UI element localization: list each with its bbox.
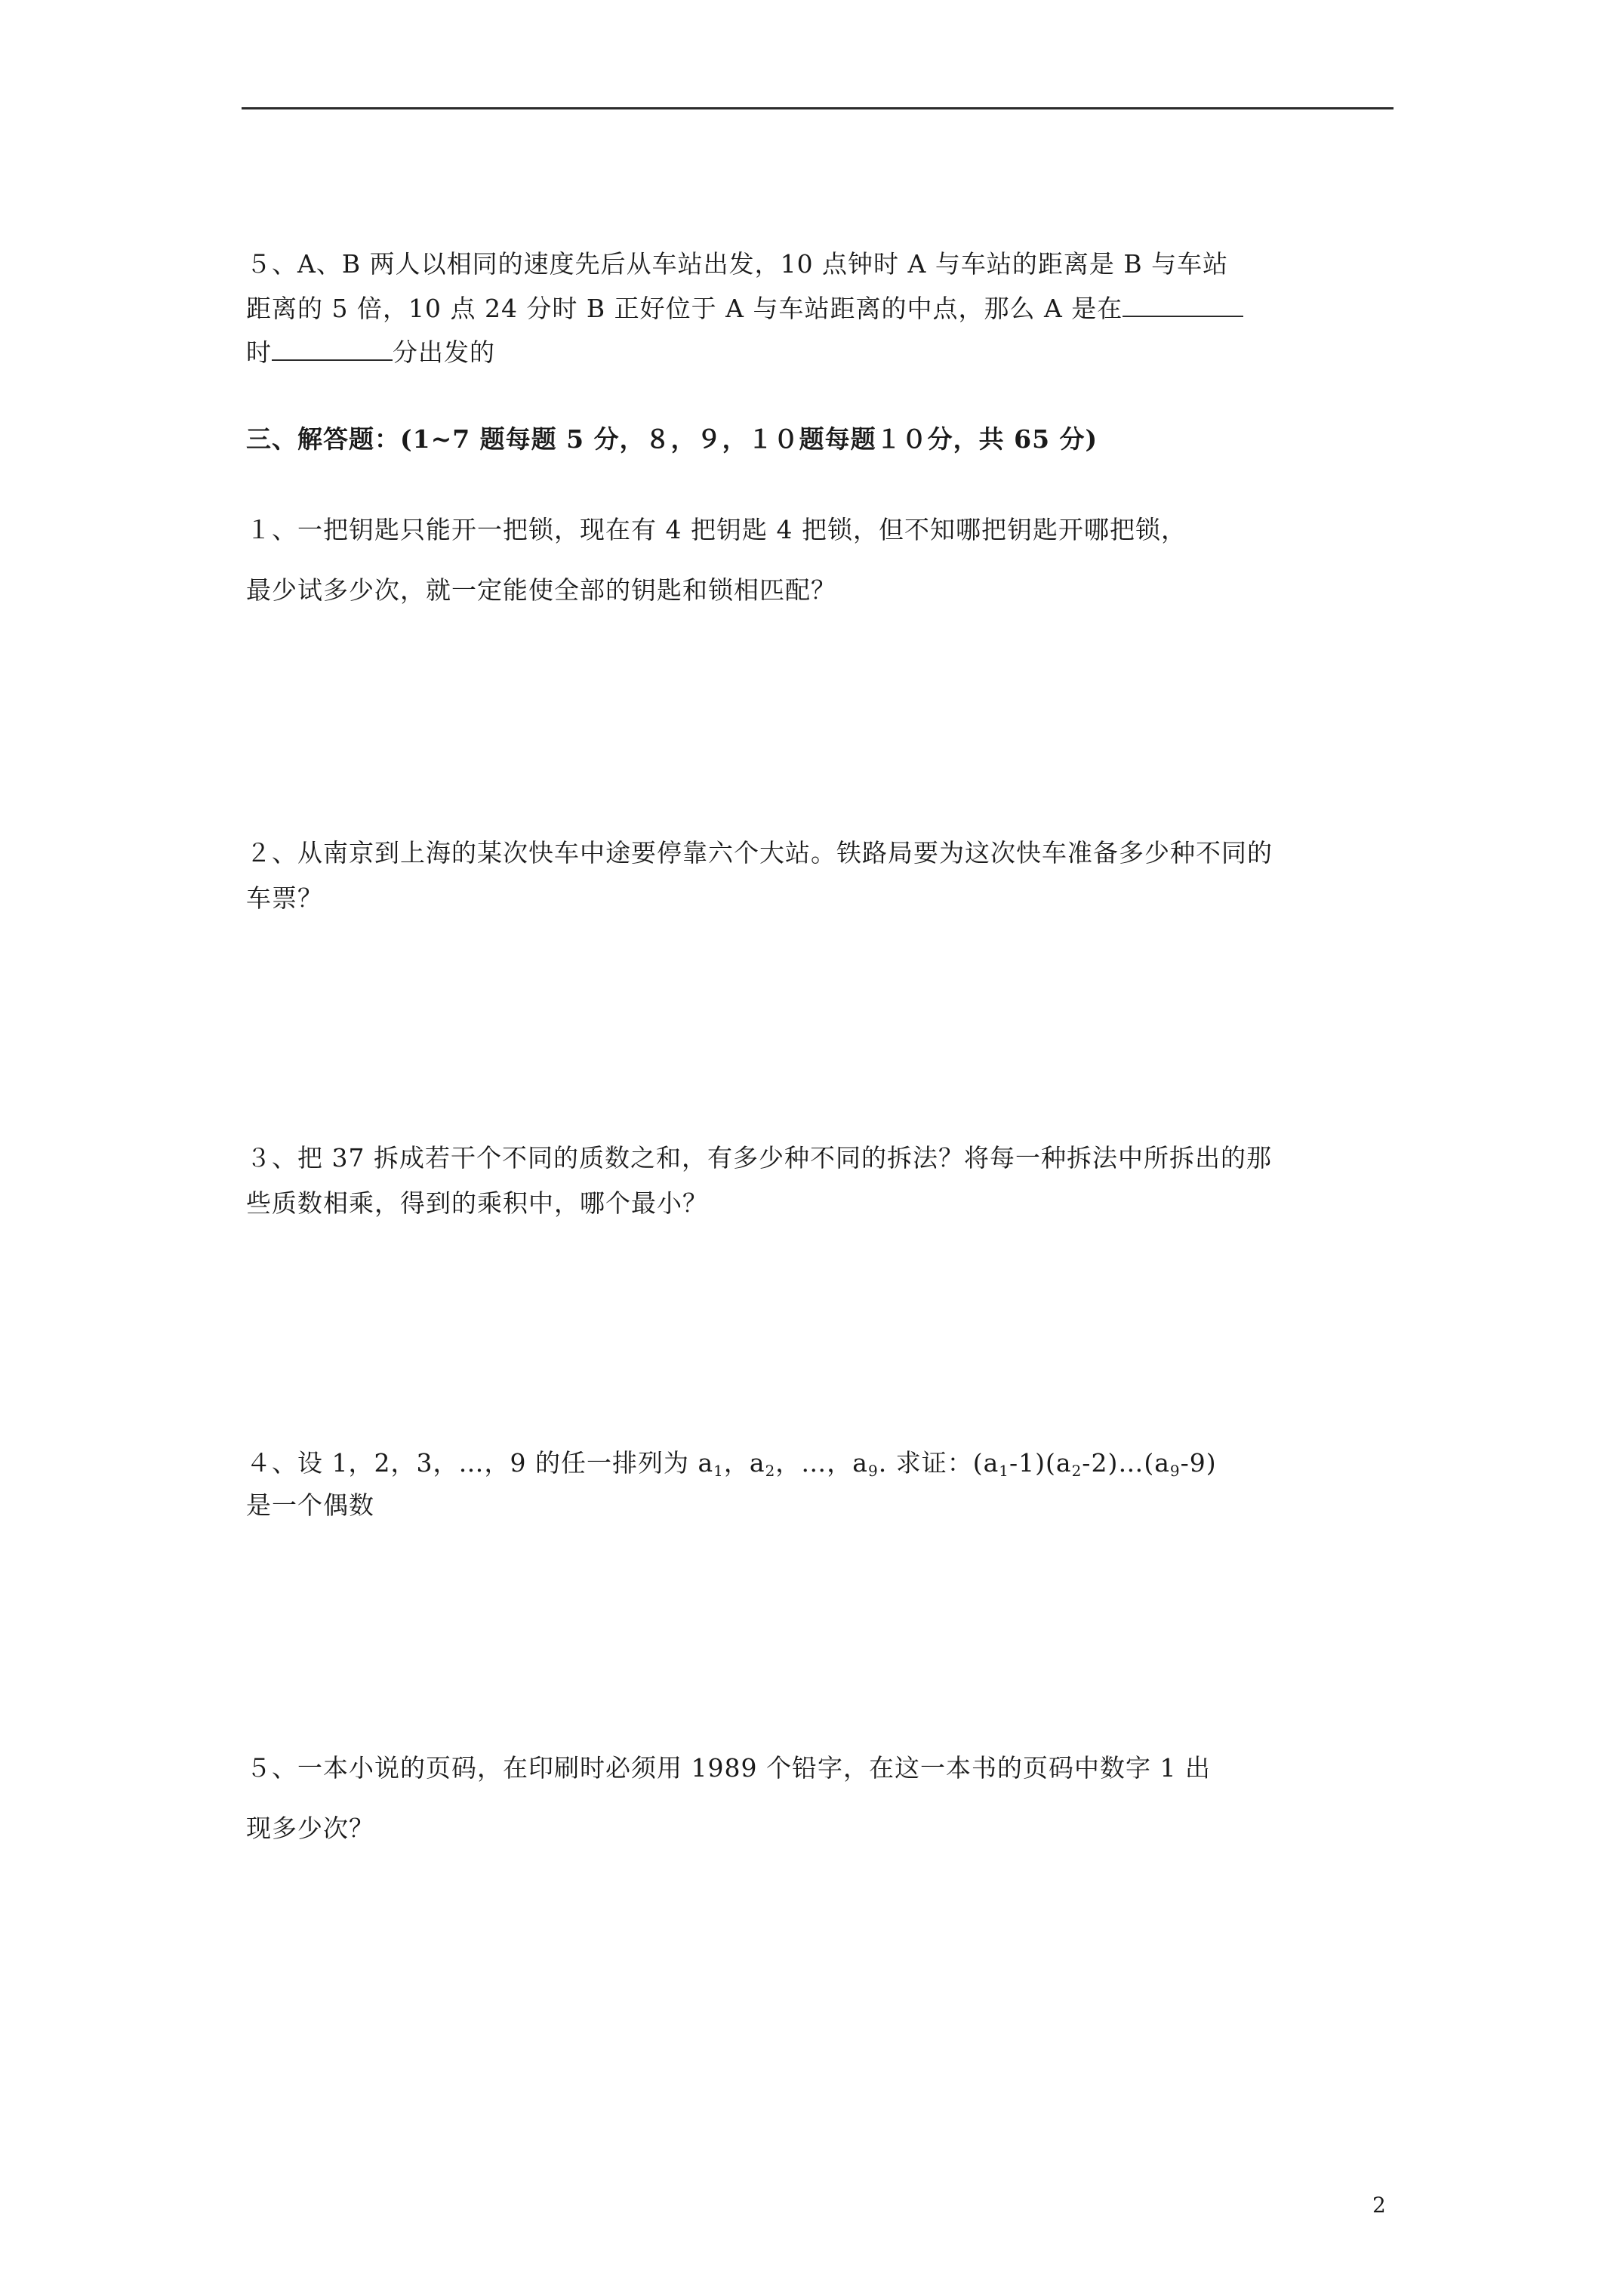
question-5-line-2: 现多少次？ xyxy=(246,1814,374,1843)
question-4-text-f: -2)…(a xyxy=(1082,1448,1170,1478)
page-number: 2 xyxy=(1372,2193,1386,2217)
question-1-line-2: 最少试多少次，就一定能使全部的钥匙和锁相匹配？ xyxy=(246,575,836,605)
header-rule xyxy=(242,107,1394,109)
question-4-text-a: ４、设 1，2，3，…，9 的任一排列为 a xyxy=(246,1448,714,1478)
answer-blank-minute xyxy=(272,335,393,361)
question-4-text-g: -9) xyxy=(1180,1448,1217,1478)
question-2-line-2: 车票？ xyxy=(246,883,323,913)
fill-question-5-minute-label: 分出发的 xyxy=(393,337,495,367)
fill-question-5-line-2-text: 距离的 5 倍，10 点 24 分时 B 正好位于 A 与车站距离的中点，那么 A 是在 xyxy=(246,294,1123,323)
subscript-9: 9 xyxy=(867,1462,879,1480)
subscript-9b: 9 xyxy=(1169,1462,1181,1480)
question-4-text-b: ，a xyxy=(723,1448,765,1478)
question-4-line-1 xyxy=(246,1447,1217,1480)
question-3-line-2: 些质数相乘，得到的乘积中，哪个最小？ xyxy=(246,1188,708,1218)
question-4-text-d: . 求证：(a xyxy=(878,1448,999,1478)
question-3-line-1: ３、把 37 拆成若干个不同的质数之和，有多少种不同的拆法？将每一种拆法中所拆出的那 xyxy=(246,1143,1272,1173)
answer-blank-hour-inline xyxy=(1123,291,1243,317)
question-1-line-1: １、一把钥匙只能开一把锁，现在有 4 把钥匙 4 把锁，但不知哪把钥匙开哪把锁， xyxy=(246,515,1187,544)
question-2-line-1: ２、从南京到上海的某次快车中途要停靠六个大站。铁路局要为这次快车准备多少种不同的 xyxy=(246,838,1273,868)
question-4-text-c: ，…，a xyxy=(775,1448,868,1478)
fill-question-5-line-2 xyxy=(246,291,1243,325)
subscript-2: 2 xyxy=(765,1462,776,1480)
fill-question-5-hour-label: 时 xyxy=(246,337,272,367)
subscript-2b: 2 xyxy=(1071,1462,1083,1480)
fill-question-5-line-3 xyxy=(246,335,495,369)
section-3-heading: 三、解答题：(1~7 题每题 5 分，８，９，１０题每题１０分，共 65 分) xyxy=(246,424,1098,454)
fill-question-5-line-1: ５、A、B 两人以相同的速度先后从车站出发，10 点钟时 A 与车站的距离是 B 与车站 xyxy=(246,249,1229,279)
subscript-1: 1 xyxy=(713,1462,724,1480)
subscript-1b: 1 xyxy=(999,1462,1009,1480)
question-4-text-e: -1)(a xyxy=(1009,1448,1072,1478)
question-5-line-1: ５、一本小说的页码，在印刷时必须用 1989 个铅字，在这一本书的页码中数字 1 出 xyxy=(246,1753,1211,1783)
question-4-line-2: 是一个偶数 xyxy=(246,1490,374,1520)
